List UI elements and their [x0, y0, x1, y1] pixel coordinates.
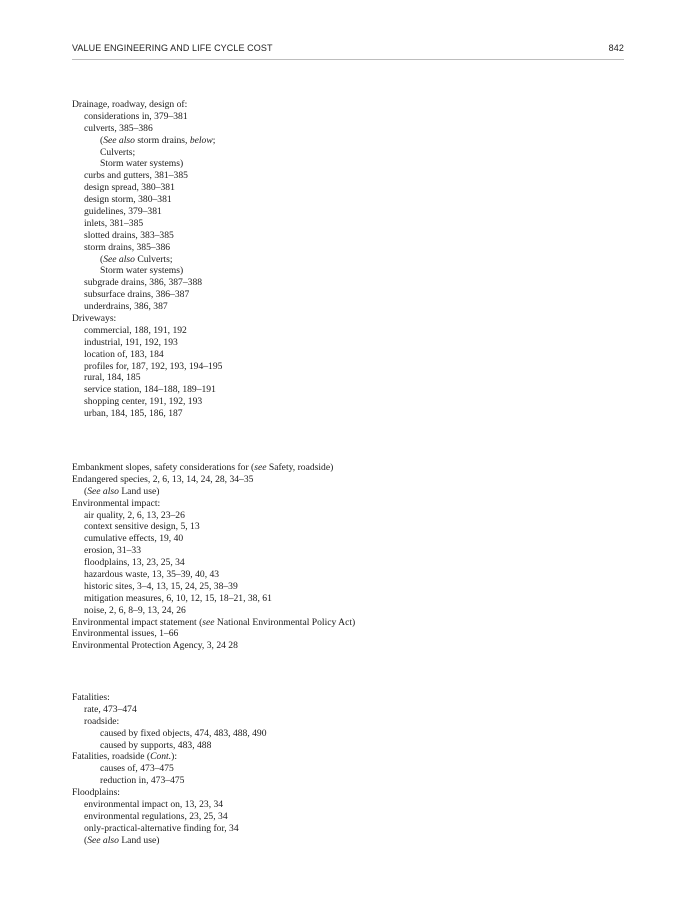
index-subentry: [72, 325, 632, 337]
entry-text: storm drains,: [134, 134, 190, 146]
entry-text: Culverts;: [134, 253, 173, 265]
index-subentry: [72, 521, 632, 533]
index-subentry: [72, 408, 632, 420]
index-subentry: [72, 557, 632, 569]
entry-text: causes of, 473–475: [100, 763, 174, 775]
index-subentry: [72, 337, 632, 349]
entry-text: curbs and gutters, 381–385: [84, 170, 188, 182]
entry-text: environmental regulations, 23, 25, 34: [84, 810, 228, 822]
entry-text: shopping center, 191, 192, 193: [84, 396, 203, 408]
entry-text: Storm water systems): [100, 158, 184, 170]
entry-text: caused by fixed objects, 474, 483, 488, 490: [100, 727, 267, 739]
entry-text: erosion, 31–33: [84, 545, 142, 557]
italic-text: below: [189, 134, 213, 146]
entry-text: Environmental impact:: [72, 497, 161, 509]
entry-text: (: [84, 834, 88, 846]
entry-text: Environmental issues, 1–66: [72, 628, 179, 640]
entry-text: slotted drains, 383–385: [84, 229, 174, 241]
entry-text: culverts, 385–386: [84, 122, 153, 134]
entry-text: urban, 184, 185, 186, 187: [84, 408, 183, 420]
entry-text: location of, 183, 184: [84, 348, 164, 360]
entry-text: noise, 2, 6, 8–9, 13, 24, 26: [84, 604, 186, 616]
index-section-f: [72, 692, 632, 847]
index-subentry: [72, 194, 632, 206]
index-subentry: [72, 372, 632, 384]
italic-text: see: [202, 616, 215, 628]
index-subentry: [72, 135, 632, 147]
index-subentry: [72, 265, 632, 277]
entry-text: mitigation measures, 6, 10, 12, 15, 18–21, 38, 61: [84, 592, 272, 604]
index-subentry: [72, 384, 632, 396]
index-entry: [72, 498, 632, 510]
index-subentry: [72, 123, 632, 135]
entry-text: commercial, 188, 191, 192: [84, 324, 187, 336]
entry-text: (: [100, 253, 104, 265]
italic-text: See also: [103, 134, 135, 146]
index-subentry: [72, 289, 632, 301]
index-subentry: [72, 605, 632, 617]
index-subentry: [72, 147, 632, 159]
entry-text: subsurface drains, 386–387: [84, 289, 190, 301]
entry-text: underdrains, 386, 387: [84, 301, 168, 313]
entry-text: subgrade drains, 386, 387–388: [84, 277, 203, 289]
index-subentry: [72, 230, 632, 242]
entry-text: service station, 184–188, 189–191: [84, 384, 216, 396]
entry-text: Fatalities, roadside (: [72, 751, 151, 763]
index-subentry: [72, 811, 632, 823]
index-entry: [72, 617, 632, 629]
index-subentry: [72, 569, 632, 581]
entry-text: design storm, 380–381: [84, 194, 172, 206]
entry-text: roadside:: [84, 715, 120, 727]
index-subentry: [72, 396, 632, 408]
index-subentry: [72, 775, 632, 787]
index-entry: [72, 474, 632, 486]
entry-text: Embankment slopes, safety considerations for (: [72, 462, 255, 473]
entry-text: historic sites, 3–4, 13, 15, 24, 25, 38–39: [84, 580, 238, 592]
index-subentry: [72, 206, 632, 218]
entry-text: Driveways:: [72, 313, 117, 325]
index-subentry: [72, 763, 632, 775]
entry-text: rate, 473–474: [84, 703, 137, 715]
entry-text: hazardous waste, 13, 35–39, 40, 43: [84, 569, 220, 581]
index-subentry: [72, 349, 632, 361]
entry-text: Land use): [118, 834, 160, 846]
index-subentry: [72, 301, 632, 313]
italic-text: See also: [87, 485, 119, 497]
entry-text: ;: [212, 134, 216, 146]
entry-text: Safety, roadside): [266, 462, 334, 473]
entry-text: considerations in, 379–381: [84, 110, 188, 122]
index-entry: [72, 640, 632, 652]
index-subentry: [72, 158, 632, 170]
entry-text: guidelines, 379–381: [84, 206, 162, 218]
entry-text: Culverts;: [100, 146, 136, 158]
index-section-d: [72, 99, 632, 420]
entry-text: Environmental impact statement (: [72, 616, 203, 628]
entry-text: environmental impact on, 13, 23, 34: [84, 799, 224, 811]
entry-text: ):: [171, 751, 177, 763]
index-subentry: [72, 728, 632, 740]
index-subentry: [72, 486, 632, 498]
index-entry: [72, 692, 632, 704]
italic-text: see: [254, 462, 267, 473]
entry-text: (: [84, 485, 88, 497]
entry-text: (: [100, 134, 104, 146]
entry-text: cumulative effects, 19, 40: [84, 533, 184, 545]
italic-text: Cont.: [150, 751, 172, 763]
index-entry: [72, 628, 632, 640]
entry-text: reduction in, 473–475: [100, 775, 185, 787]
page-number: 842: [608, 43, 624, 53]
entry-text: floodplains, 13, 23, 25, 34: [84, 557, 185, 569]
index-subentry: [72, 823, 632, 835]
index-subentry: [72, 581, 632, 593]
entry-text: Land use): [118, 485, 160, 497]
entry-text: design spread, 380–381: [84, 182, 175, 194]
index-subentry: [72, 361, 632, 373]
entry-text: National Environmental Policy Act): [214, 616, 356, 628]
index-subentry: [72, 704, 632, 716]
index-entry: [72, 99, 632, 111]
index-subentry: [72, 510, 632, 522]
index-subentry: [72, 254, 632, 266]
entry-text: storm drains, 385–386: [84, 241, 171, 253]
running-header-title: VALUE ENGINEERING AND LIFE CYCLE COST: [72, 43, 273, 53]
index-subentry: [72, 545, 632, 557]
header-rule: [72, 59, 624, 60]
index-subentry: [72, 242, 632, 254]
entry-text: profiles for, 187, 192, 193, 194–195: [84, 360, 223, 372]
entry-text: Endangered species, 2, 6, 13, 14, 24, 28, 34–35: [72, 473, 254, 485]
entry-text: Floodplains:: [72, 787, 120, 799]
index-section-e: [72, 462, 632, 652]
index-entry: [72, 313, 632, 325]
entry-text: air quality, 2, 6, 13, 23–26: [84, 509, 185, 521]
index-entry: [72, 751, 632, 763]
index-subentry: [72, 799, 632, 811]
index-subentry: [72, 533, 632, 545]
entry-text: caused by supports, 483, 488: [100, 739, 212, 751]
italic-text: See also: [103, 253, 135, 265]
index-subentry: [72, 111, 632, 123]
entry-text: inlets, 381–385: [84, 217, 144, 229]
entry-text: industrial, 191, 192, 193: [84, 336, 178, 348]
index-entry: [72, 787, 632, 799]
index-subentry: [72, 716, 632, 728]
entry-text: context sensitive design, 5, 13: [84, 521, 200, 533]
entry-text: Drainage, roadway, design of:: [72, 99, 188, 110]
index-subentry: [72, 740, 632, 752]
index-subentry: [72, 593, 632, 605]
index-subentry: [72, 218, 632, 230]
entry-text: rural, 184, 185: [84, 372, 141, 384]
index-subentry: [72, 170, 632, 182]
entry-text: Environmental Protection Agency, 3, 24 28: [72, 640, 238, 652]
entry-text: only-practical-alternative finding for, 34: [84, 822, 239, 834]
italic-text: See also: [87, 834, 119, 846]
index-subentry: [72, 277, 632, 289]
entry-text: Fatalities:: [72, 692, 110, 703]
index-subentry: [72, 182, 632, 194]
index-entry: [72, 462, 632, 474]
entry-text: Storm water systems): [100, 265, 184, 277]
index-subentry: [72, 835, 632, 847]
